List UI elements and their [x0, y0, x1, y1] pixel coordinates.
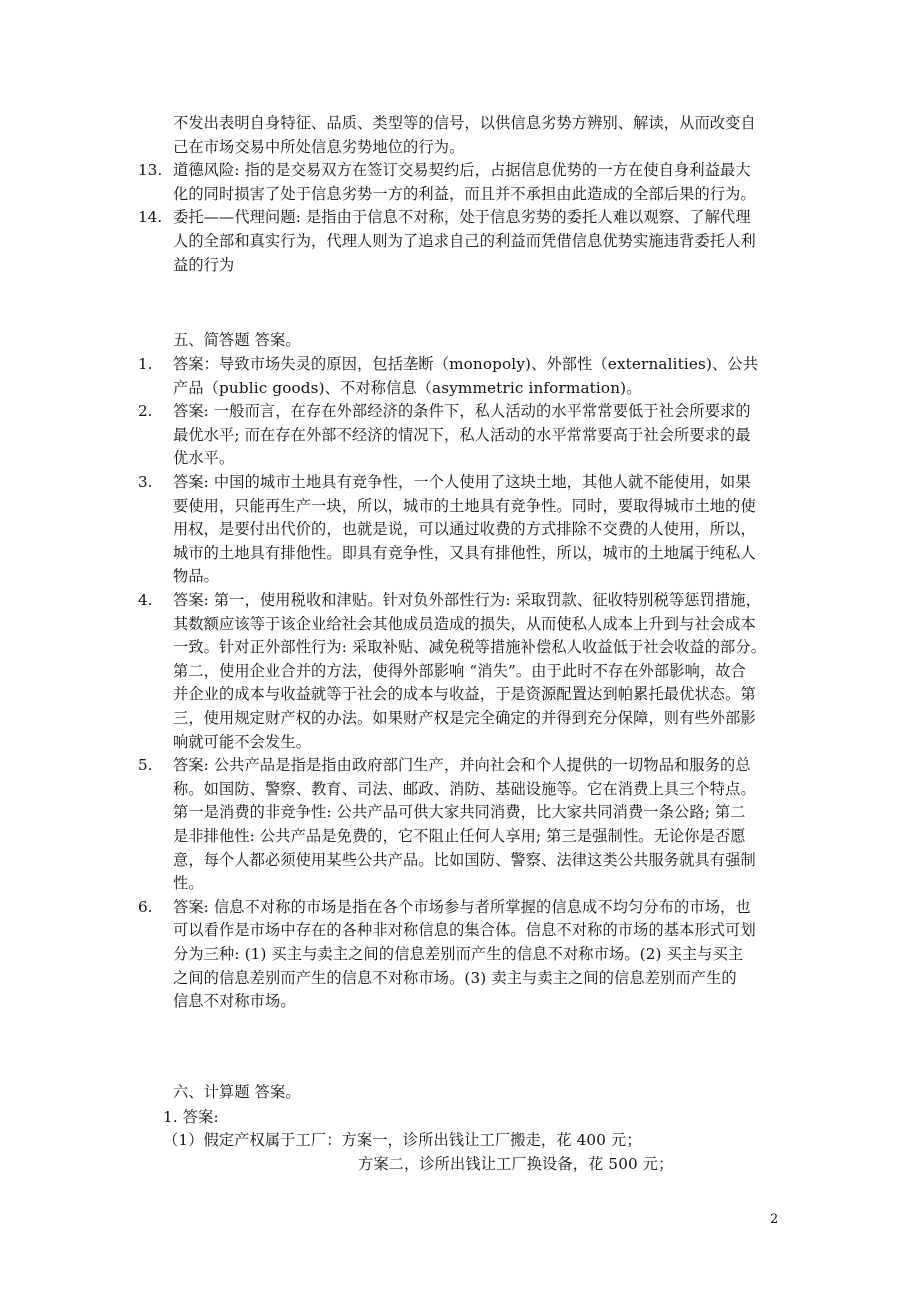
answer-line: 答案: 信息不对称的市场是指在各个市场参与者所掌握的信息成不均匀分布的市场，也 — [173, 897, 751, 916]
answer-line: 最优水平; 而在存在外部不经济的情况下，私人活动的水平常常要高于社会所要求的最 — [173, 425, 751, 444]
section-heading: 六、计算题 答案。 — [173, 1083, 301, 1101]
calc-line: 方案二，诊所出钱让工厂换设备，花 500 元； — [358, 1155, 674, 1173]
continuation-line: 己在市场交易中所处信息劣势地位的行为。 — [173, 137, 465, 156]
definition-number: 13. — [138, 161, 163, 180]
answer-line: 物品。 — [173, 567, 220, 586]
answer-line: 一致。针对正外部性行为: 采取补贴、减免税等措施补偿私人收益低于社会收益的部分。 — [173, 638, 767, 657]
definition-line: 益的行为 — [173, 255, 235, 274]
page-number: 2 — [770, 1212, 779, 1227]
continuation-line: 不发出表明自身特征、品质、类型等的信号，以供信息劣势方辨别、解读，从而改变自 — [173, 114, 756, 132]
answer-line: 第一是消费的非竞争性: 公共产品可供大家共同消费，比大家共同消费一条公路; 第二 — [173, 803, 746, 822]
answer-number: 5. — [138, 756, 153, 775]
answer-line: 是非排他性: 公共产品是免费的，它不阻止任何人享用; 第三是强制性。无论你是否愿 — [173, 827, 746, 845]
answer-line: 城市的土地具有排他性。即具有竞争性，又具有排他性，所以，城市的土地属于纯私人 — [173, 543, 756, 562]
answer-line: 要使用，只能再生产一块，所以，城市的土地具有竞争性。同时，要取得城市土地的使 — [173, 496, 756, 515]
answer-line: 意，每个人都必须使用某些公共产品。比如国防、警察、法律这类公共服务就具有强制 — [173, 850, 756, 869]
answer-line: 优水平。 — [173, 449, 235, 468]
answer-number: 1. — [138, 355, 153, 373]
answer-line: 分为三种: (1) 买主与卖主之间的信息差别而产生的信息不对称市场。(2) 买主与买主 — [173, 945, 744, 963]
answer-line: 称。如国防、警察、教育、司法、邮政、消防、基础设施等。它在消费上具三个特点。 — [173, 779, 756, 798]
answer-line: 可以看作是市场中存在的各种非对称信息的集合体。信息不对称的市场的基本形式可划 — [173, 921, 756, 940]
answer-line: 响就可能不会发生。 — [173, 732, 312, 751]
answer-line: 答案: 一般而言，在存在外部经济的条件下，私人活动的水平常常要低于社会所要求的 — [173, 402, 751, 421]
answer-line: 三，使用规定财产权的办法。如果财产权是完全确定的并得到充分保障，则有些外部影 — [173, 709, 756, 727]
definition-line: 委托——代理问题: 是指由于信息不对称，处于信息劣势的委托人难以观察、了解代理 — [173, 208, 751, 227]
answer-line: 性。 — [173, 874, 204, 893]
definition-line: 道德风险: 指的是交易双方在签订交易契约后，占据信息优势的一方在使自身利益最大 — [173, 161, 751, 180]
section-heading: 五、简答题 答案。 — [173, 331, 301, 349]
answer-line: 其数额应该等于该企业给社会其他成员造成的损失，从而使私人成本上升到与社会成本 — [173, 614, 756, 633]
answer-line: 第二，使用企业合并的方法，使得外部影响 “消失”。由于此时不存在外部影响，故合 — [173, 661, 746, 680]
calc-item-label: 1. 答案: — [163, 1108, 219, 1126]
answer-line: 答案：导致市场失灵的原因，包括垄断（monopoly)、外部性（externalities)、公共 — [173, 355, 759, 373]
answer-line: 答案: 公共产品是指是指由政府部门生产，并向社会和个人提供的一切物品和服务的总 — [173, 756, 751, 775]
answer-line: 信息不对称市场。 — [173, 992, 296, 1011]
answer-number: 3. — [138, 473, 153, 491]
answer-number: 2. — [138, 402, 153, 421]
definition-line: 人的全部和真实行为，代理人则为了追求自己的利益而凭借信息优势实施违背委托人利 — [173, 232, 756, 250]
definition-line: 化的同时损害了处于信息劣势一方的利益，而且并不承担由此造成的全部后果的行为。 — [173, 184, 756, 203]
calc-line: （1）假定产权属于工厂：方案一，诊所出钱让工厂搬走，花 400 元； — [163, 1131, 642, 1149]
answer-line: 产品（public goods)、不对称信息（asymmetric information)。 — [173, 378, 642, 397]
definition-number: 14. — [138, 208, 163, 227]
answer-line: 并企业的成本与收益就等于社会的成本与收益，于是资源配置达到帕累托最优状态。第 — [173, 685, 756, 704]
answer-line: 答案: 第一，使用税收和津贴。针对负外部性行为: 采取罚款、征收特别税等惩罚措施， — [173, 591, 761, 609]
answer-number: 4. — [138, 591, 153, 609]
answer-line: 用权，是要付出代价的，也就是说，可以通过收费的方式排除不交费的人使用，所以， — [173, 520, 756, 539]
answer-number: 6. — [138, 897, 153, 916]
answer-line: 之间的信息差别而产生的信息不对称市场。(3) 卖主与卖主之间的信息差别而产生的 — [173, 968, 737, 987]
answer-line: 答案: 中国的城市土地具有竞争性，一个人使用了这块土地，其他人就不能使用，如果 — [173, 473, 751, 491]
